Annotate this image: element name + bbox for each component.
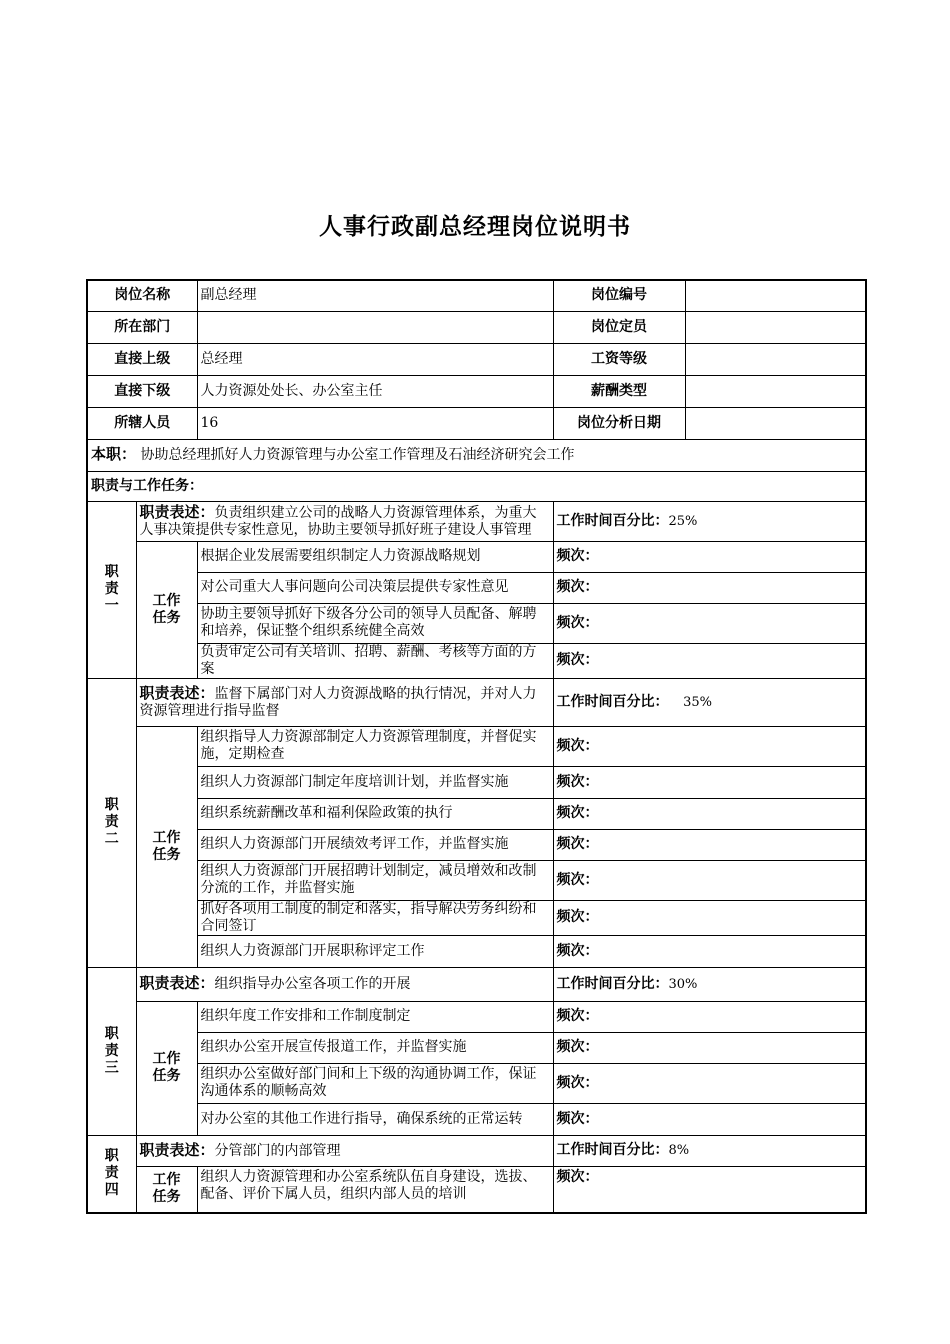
duty4-task-label: 工作 任务 [136,1166,197,1213]
task-frequency: 频次： [553,726,866,766]
task-frequency: 频次： [553,900,866,935]
task-frequency: 频次： [553,860,866,900]
department-value [197,311,553,343]
task-row [87,726,866,766]
duty3-label: 职 责 三 [87,967,136,1135]
task-text: 组织办公室开展宣传报道工作，并监督实施 [197,1032,553,1063]
duty3-time: 工作时间百分比：30% [553,967,866,1001]
duties-header: 职责与工作任务： [87,471,866,501]
duty3-desc-row [87,967,866,1001]
headcount-label: 岗位定员 [553,311,685,343]
duty3-task-label: 工作 任务 [136,1001,197,1135]
task-text: 对公司重大人事问题向公司决策层提供专家性意见 [197,572,553,603]
task-frequency: 频次： [553,798,866,829]
task-text: 组织年度工作安排和工作制度制定 [197,1001,553,1032]
task-frequency: 频次： [553,541,866,572]
duty1-label: 职 责 一 [87,501,136,678]
task-frequency: 频次： [553,572,866,603]
salary-grade-value [685,343,866,375]
row-subordinate [87,375,866,407]
duty1-task-label: 工作 任务 [136,541,197,678]
task-text: 组织人力资源部门制定年度培训计划，并监督实施 [197,766,553,798]
position-no-label: 岗位编号 [553,280,685,311]
duty4-desc-row [87,1135,866,1166]
task-text: 抓好各项用工制度的制定和落实，指导解决劳务纠纷和合同签订 [197,900,553,935]
main-duty-cell [87,439,866,471]
duty1-desc: 职责表述：负责组织建立公司的战略人力资源管理体系，为重大人事决策提供专家性意见，协助主要领导抓好班子建设人事管理 [136,501,553,541]
task-row [87,900,866,935]
task-row [87,541,866,572]
staff-label: 所辖人员 [87,407,197,439]
task-text: 组织指导人力资源部制定人力资源管理制度，并督促实施，定期检查 [197,726,553,766]
task-frequency: 频次： [553,935,866,967]
task-row [87,1063,866,1103]
department-label: 所在部门 [87,311,197,343]
task-row [87,1032,866,1063]
task-text: 对办公室的其他工作进行指导，确保系统的正常运转 [197,1103,553,1135]
task-row [87,603,866,643]
headcount-value [685,311,866,343]
task-row [87,766,866,798]
pay-type-value [685,375,866,407]
task-text: 组织人力资源部门开展职称评定工作 [197,935,553,967]
task-text: 组织人力资源部门开展绩效考评工作，并监督实施 [197,829,553,860]
duty2-time: 工作时间百分比： 35% [553,678,866,726]
row-staff [87,407,866,439]
salary-grade-label: 工资等级 [553,343,685,375]
task-frequency: 频次： [553,1166,866,1213]
task-row [87,935,866,967]
row-main-duty [87,439,866,471]
row-duties-header [87,471,866,501]
analysis-date-value [685,407,866,439]
row-department [87,311,866,343]
analysis-date-label: 岗位分析日期 [553,407,685,439]
job-description-table [86,279,867,1214]
position-name-label: 岗位名称 [87,280,197,311]
row-position-name [87,280,866,311]
task-frequency: 频次： [553,1032,866,1063]
task-text: 组织人力资源部门开展招聘计划制定，减员增效和改制分流的工作，并监督实施 [197,860,553,900]
superior-label: 直接上级 [87,343,197,375]
document-title: 人事行政副总经理岗位说明书 [319,214,631,240]
duty1-desc-row [87,501,866,541]
task-text: 负责审定公司有关培训、招聘、薪酬、考核等方面的方案 [197,643,553,678]
position-name-value: 副总经理 [197,280,553,311]
task-text: 根据企业发展需要组织制定人力资源战略规划 [197,541,553,572]
main-duty-text: 协助总经理抓好人力资源管理与办公室工作管理及石油经济研究会工作 [140,447,575,463]
duty4-label: 职 责 四 [87,1135,136,1213]
task-frequency: 频次： [553,603,866,643]
position-no-value [685,280,866,311]
duty4-desc: 职责表述：分管部门的内部管理 [136,1135,553,1166]
task-row [87,643,866,678]
task-row [87,572,866,603]
task-row [87,860,866,900]
task-frequency: 频次： [553,766,866,798]
subordinate-value: 人力资源处处长、办公室主任 [197,375,553,407]
superior-value: 总经理 [197,343,553,375]
duty2-desc-row [87,678,866,726]
duty1-time: 工作时间百分比：25% [553,501,866,541]
task-frequency: 频次： [553,643,866,678]
task-row [87,1103,866,1135]
duty3-desc: 职责表述：组织指导办公室各项工作的开展 [136,967,553,1001]
task-row [87,1001,866,1032]
main-duty-label: 本职： [91,445,137,463]
task-frequency: 频次： [553,1001,866,1032]
duty4-time: 工作时间百分比：8% [553,1135,866,1166]
row-superior [87,343,866,375]
task-row [87,1166,866,1213]
task-text: 组织系统薪酬改革和福利保险政策的执行 [197,798,553,829]
task-text: 协助主要领导抓好下级各分公司的领导人员配备、解聘和培养，保证整个组织系统健全高效 [197,603,553,643]
subordinate-label: 直接下级 [87,375,197,407]
staff-value: 16 [197,407,553,439]
duty2-label: 职 责 二 [87,678,136,967]
duty2-task-label: 工作 任务 [136,726,197,967]
task-frequency: 频次： [553,1063,866,1103]
task-text: 组织人力资源管理和办公室系统队伍自身建设，选拔、配备、评价下属人员，组织内部人员的培训 [197,1166,553,1213]
pay-type-label: 薪酬类型 [553,375,685,407]
task-frequency: 频次： [553,829,866,860]
task-text: 组织办公室做好部门间和上下级的沟通协调工作，保证沟通体系的顺畅高效 [197,1063,553,1103]
task-row [87,829,866,860]
duty2-desc: 职责表述：监督下属部门对人力资源战略的执行情况，并对人力资源管理进行指导监督 [136,678,553,726]
task-frequency: 频次： [553,1103,866,1135]
task-row [87,798,866,829]
